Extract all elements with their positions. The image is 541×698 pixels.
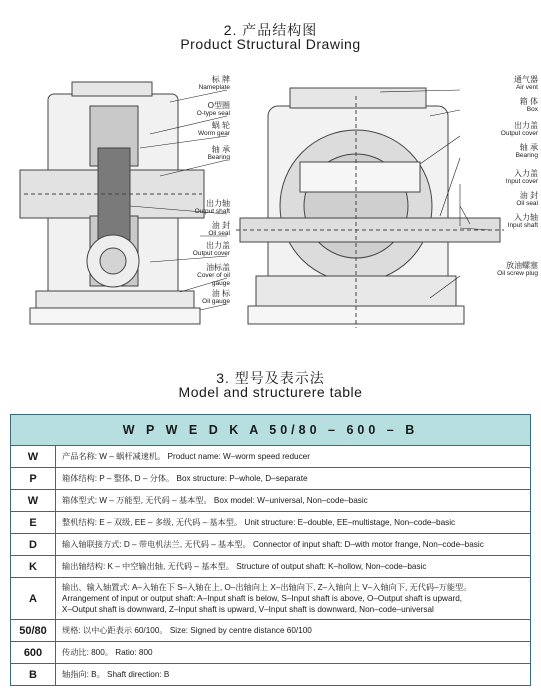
model-table-row <box>11 468 531 490</box>
right-callout-label <box>458 214 538 230</box>
model-table-row <box>11 620 531 642</box>
model-table-row <box>11 446 531 468</box>
left-callout-label-cn: 轴 承 <box>211 145 230 154</box>
right-callout-label-cn: 入力轴 <box>514 213 538 222</box>
model-description-cell: 箱体结构: P – 整体, D – 分体。 Box structure: P–whole, D–separate <box>56 468 531 490</box>
left-callout-label-en: Nameplate <box>198 84 230 91</box>
right-callout-label-cn: 箱 体 <box>519 97 538 106</box>
model-table-row <box>11 534 531 556</box>
left-callout-label-cn: 出力轴 <box>206 199 230 208</box>
left-callout-label-cn: O型圈 <box>207 101 230 110</box>
left-callout-label-en: O-type seal <box>196 110 230 117</box>
model-code-cell: P <box>11 468 56 490</box>
left-callout-label-en: Bearing <box>207 154 230 161</box>
left-callout-label <box>180 102 230 118</box>
section3-title-cn: 3. 型号及表示法 <box>216 370 325 386</box>
model-code-cell: E <box>11 512 56 534</box>
model-description-cell: 轴指向: B。 Shaft direction: B <box>56 664 531 686</box>
left-callout-label <box>180 242 230 258</box>
left-callout-label-cn: 出力盖 <box>206 241 230 250</box>
model-code-cell: W <box>11 490 56 512</box>
left-callout-label-cn: 油 标 <box>211 289 230 298</box>
section2-title-cn: 2. 产品结构图 <box>223 22 318 38</box>
left-callout-label <box>180 200 230 216</box>
model-table-row <box>11 664 531 686</box>
right-callout-label <box>458 76 538 92</box>
model-structure-table <box>10 414 531 686</box>
model-table-row <box>11 556 531 578</box>
section3-title-en: Model and structurere table <box>178 384 363 400</box>
right-callout-label <box>458 98 538 114</box>
model-description-cell: 箱体型式: W – 万能型, 无代码 – 基本型。 Box model: W–universal, Non–code–basic <box>56 490 531 512</box>
model-code-cell: D <box>11 534 56 556</box>
right-callout-label-en: Output cover <box>500 130 538 137</box>
model-description-cell: 输入轴联接方式: D – 带电机法兰, 无代码 – 基本型。 Connector of input shaft: D–with motor frange, Non–code–basic <box>56 534 531 556</box>
right-callout-label-en: Box <box>526 106 538 113</box>
left-callout-label-en: Output cover <box>192 250 230 257</box>
left-callout-label-en: Cover of oil gauge <box>197 272 230 287</box>
model-description-cell: 产品名称: W – 蜗杆减速机。 Product name: W–worm speed reducer <box>56 446 531 468</box>
right-callout-label-cn: 放油螺塞 <box>506 261 538 270</box>
model-code-cell: W <box>11 446 56 468</box>
model-code-cell: B <box>11 664 56 686</box>
right-callout-label-cn: 入力盖 <box>514 169 538 178</box>
left-callout-label-cn: 油 封 <box>211 221 230 230</box>
model-table-row <box>11 578 531 620</box>
right-callout-label-en: Oil seal <box>516 200 538 207</box>
right-callout-label-cn: 轴 承 <box>519 143 538 152</box>
right-callout-label <box>458 192 538 208</box>
model-table-row <box>11 512 531 534</box>
right-callout-label <box>458 122 538 138</box>
right-callout-label-en: Oil screw plug <box>497 270 538 277</box>
left-callout-label <box>180 146 230 162</box>
right-callout-label-cn: 通气器 <box>514 75 538 84</box>
left-callout-label-cn: 标 牌 <box>211 75 230 84</box>
model-code-cell: 50/80 <box>11 620 56 642</box>
left-callout-label-en: Worm gear <box>197 130 230 137</box>
left-callout-label-cn: 油标盖 <box>206 263 230 272</box>
right-callout-label-en: Input shaft <box>507 222 538 229</box>
left-callout-label-en: Output shaft <box>194 208 230 215</box>
left-callout-label <box>180 222 230 238</box>
right-callout-label-cn: 出力盖 <box>514 121 538 130</box>
model-description-cell: 整机结构: E – 双级, EE – 多级, 无代码 – 基本型。 Unit structure: E–double, EE–multistage, Non–code–basic <box>56 512 531 534</box>
section2-title-en: Product Structural Drawing <box>180 36 361 52</box>
structural-drawing <box>0 66 541 346</box>
left-callout-label <box>180 76 230 92</box>
right-callout-label <box>458 262 538 278</box>
model-code-header: W P W E D K A 50/80 – 600 – B <box>11 415 531 446</box>
model-table-row <box>11 642 531 664</box>
model-code-cell: A <box>11 578 56 620</box>
description-line: 输出、输入轴置式: A–入轴在下 S–入轴在上, O–出轴向上 X–出轴向下, Z–入轴向上 V–入轴向下, 无代码–万能型。 <box>62 583 472 592</box>
model-code-cell: K <box>11 556 56 578</box>
description-line: X–Output shaft is downward, Z–Input shaft is upward, V–Input shaft is downward, Non–code–universal <box>62 605 434 614</box>
left-callout-label-en: Oil gauge <box>202 298 230 305</box>
left-callout-label-en: Oil seal <box>208 230 230 237</box>
right-callout-label <box>458 170 538 186</box>
model-description-cell: 输出轴结构: K – 中空输出轴, 无代码 – 基本型。 Structure of output shaft: K–hollow, Non–code–basic <box>56 556 531 578</box>
model-table-row <box>11 490 531 512</box>
right-callout-label-en: Input cover <box>505 178 538 185</box>
right-callout-label-en: Bearing <box>515 152 538 159</box>
model-description-cell: 规格: 以中心距表示 60/100。 Size: Signed by centre distance 60/100 <box>56 620 531 642</box>
left-callout-label <box>180 122 230 138</box>
left-callout-label <box>180 290 230 306</box>
right-callout-label-en: Air vent <box>515 84 538 91</box>
left-callout-label-cn: 蜗 轮 <box>211 121 230 130</box>
model-description-cell <box>56 578 531 620</box>
model-description-cell: 传动比: 800。 Ratio: 800 <box>56 642 531 664</box>
left-callout-label <box>180 264 230 288</box>
right-callout-label-cn: 油 封 <box>519 191 538 200</box>
right-callout-label <box>458 144 538 160</box>
model-code-header-row <box>11 415 531 446</box>
description-line: Arrangement of input or output shaft: A–Input shaft is below, S–Input shaft is above, O–Output shaft is upward, <box>62 594 463 603</box>
model-code-cell: 600 <box>11 642 56 664</box>
